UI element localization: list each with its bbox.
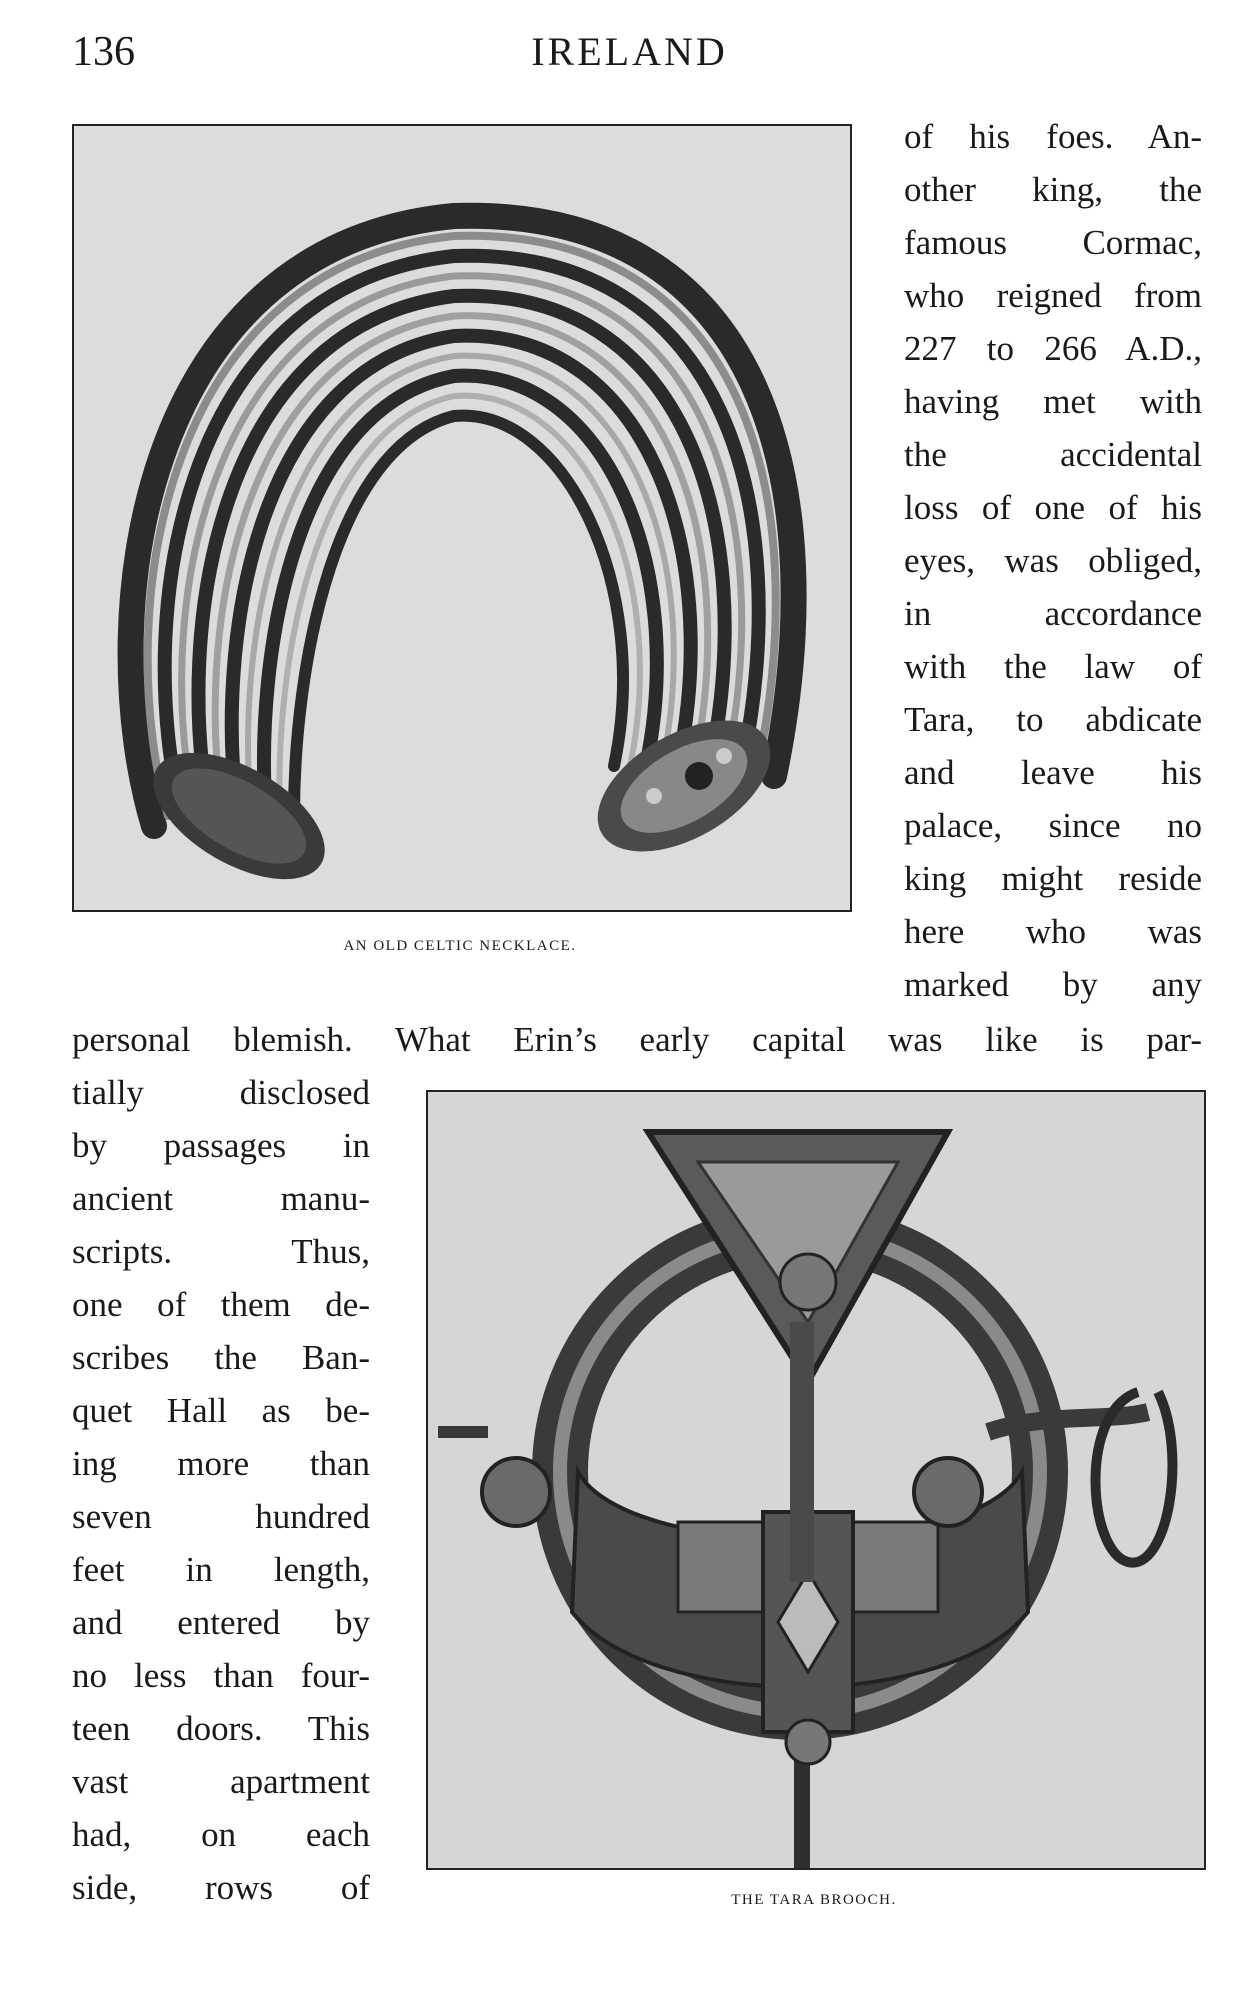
celtic-necklace-icon [74,126,850,910]
text-line: with the law of [904,647,1202,686]
text-line: other king, the [904,170,1202,209]
text-line: side, rows of [72,1868,370,1907]
tara-brooch-icon [428,1092,1204,1868]
text-line: having met with [904,382,1202,421]
text-line: ing more than [72,1444,370,1483]
text-line: seven hundred [72,1497,370,1536]
text-line: here who was [904,912,1202,951]
necklace-caption: AN OLD CELTIC NECKLACE. [343,938,577,954]
text-line: marked by any [904,965,1202,1004]
text-line: one of them de- [72,1285,370,1324]
text-line: tially disclosed [72,1073,370,1112]
full-width-line: personal blemish. What Erin’s early capital was like is par- [72,1020,1202,1059]
text-line: eyes, was obliged, [904,541,1202,580]
text-line: who reigned from [904,276,1202,315]
text-line: teen doors. This [72,1709,370,1748]
text-line: had, on each [72,1815,370,1854]
text-line: loss of one of his [904,488,1202,527]
text-line: the accidental [904,435,1202,474]
text-line: by passages in [72,1126,370,1165]
page-number: 136 [72,29,135,75]
brooch-caption: THE TARA BROOCH. [731,1892,897,1908]
running-title: IRELAND [531,29,728,74]
text-line: famous Cormac, [904,223,1202,262]
text-line: and entered by [72,1603,370,1642]
text-line: scripts. Thus, [72,1232,370,1271]
text-line: of his foes. An- [904,117,1202,156]
text-line: Tara, to abdicate [904,700,1202,739]
text-line: and leave his [904,753,1202,792]
text-line: no less than four- [72,1656,370,1695]
necklace-figure [72,124,852,912]
text-line: quet Hall as be- [72,1391,370,1430]
text-line: feet in length, [72,1550,370,1589]
text-line: vast apartment [72,1762,370,1801]
text-line: king might reside [904,859,1202,898]
text-line: 227 to 266 A.D., [904,329,1202,368]
text-line: palace, since no [904,806,1202,845]
text-line: in accordance [904,594,1202,633]
brooch-figure [426,1090,1206,1870]
text-line: ancient manu- [72,1179,370,1218]
text-line: scribes the Ban- [72,1338,370,1377]
